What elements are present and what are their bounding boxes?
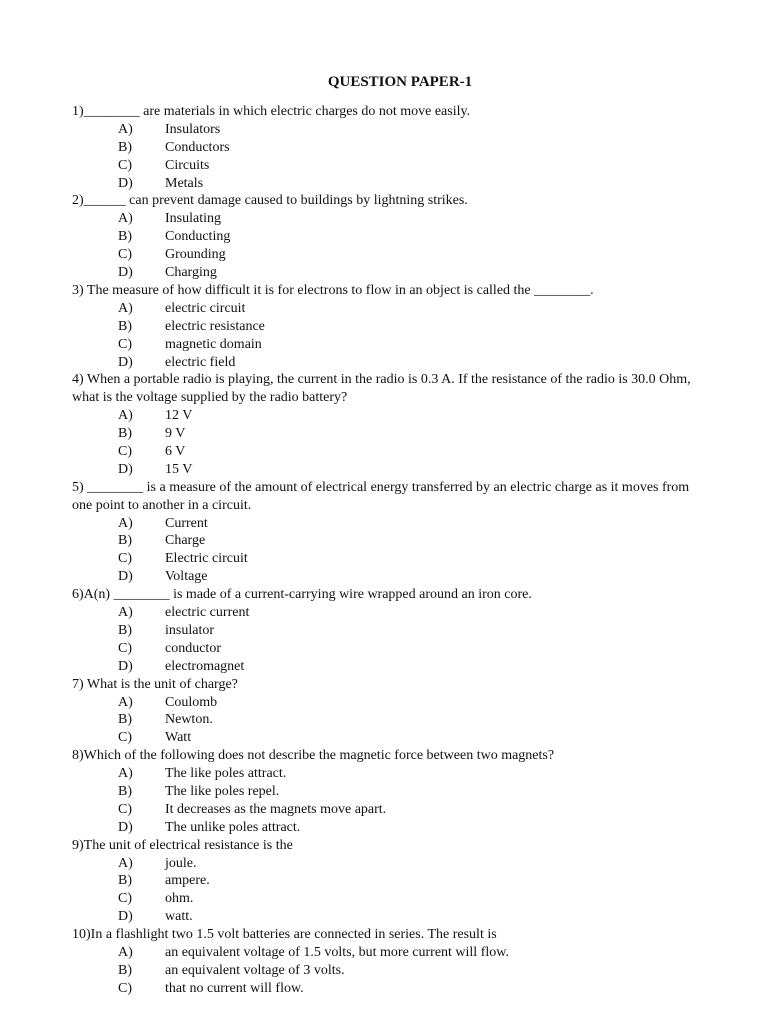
option-letter: A) [118, 945, 133, 961]
option-text: Charge [165, 533, 206, 549]
option-text: electric circuit [165, 300, 246, 316]
answer-option [72, 980, 708, 998]
option-text: It decreases as the magnets move apart. [165, 801, 387, 817]
option-letter: C) [118, 801, 132, 817]
option-text: ampere. [165, 873, 210, 889]
question-list [72, 103, 708, 998]
option-list [72, 944, 708, 998]
answer-option [72, 210, 708, 228]
option-letter: D) [118, 265, 133, 281]
question-text: 10)In a flashlight two 1.5 volt batteries are connected in series. The result is [72, 927, 497, 943]
option-text: Electric circuit [165, 551, 248, 567]
option-text: Voltage [165, 569, 208, 585]
option-list [72, 694, 708, 748]
question-text: 2)______ can prevent damage caused to buildings by lightning strikes. [72, 193, 468, 209]
option-text: magnetic domain [165, 336, 262, 352]
answer-option [72, 407, 708, 425]
option-text: Charging [165, 265, 217, 281]
answer-option [72, 336, 708, 354]
option-letter: D) [118, 819, 133, 835]
option-text: Insulating [165, 211, 221, 227]
option-text: Coulomb [165, 694, 218, 710]
answer-option [72, 855, 708, 873]
question-item [72, 926, 708, 998]
option-text: Current [165, 515, 208, 531]
answer-option [72, 550, 708, 568]
option-text: 12 V [165, 408, 193, 424]
option-text: Circuits [165, 157, 210, 173]
answer-option [72, 157, 708, 175]
option-text: joule. [165, 855, 197, 871]
answer-option [72, 640, 708, 658]
answer-option [72, 515, 708, 533]
answer-option [72, 461, 708, 479]
option-letter: A) [118, 694, 133, 710]
question-item [72, 371, 708, 478]
option-text: insulator [165, 622, 214, 638]
answer-option [72, 694, 708, 712]
question-item [72, 837, 708, 926]
option-letter: C) [118, 891, 132, 907]
option-text: watt. [165, 909, 193, 925]
question-item [72, 192, 708, 281]
option-letter: C) [118, 980, 132, 996]
answer-option [72, 228, 708, 246]
answer-option [72, 300, 708, 318]
answer-option [72, 604, 708, 622]
question-item [72, 747, 708, 836]
option-list [72, 604, 708, 676]
question-item [72, 103, 708, 192]
option-letter: C) [118, 551, 132, 567]
option-text: 15 V [165, 461, 193, 477]
option-letter: C) [118, 640, 132, 656]
question-text: 3) The measure of how difficult it is for electrons to flow in an object is called the ________. [72, 282, 594, 298]
option-text: Newton. [165, 712, 213, 728]
option-text: Metals [165, 175, 204, 191]
option-list [72, 407, 708, 479]
option-letter: B) [118, 139, 132, 155]
answer-option [72, 121, 708, 139]
page-title: QUESTION PAPER-1 [327, 74, 473, 90]
option-letter: C) [118, 730, 132, 746]
option-letter: D) [118, 175, 133, 191]
option-letter: A) [118, 515, 133, 531]
answer-option [72, 765, 708, 783]
answer-option [72, 264, 708, 282]
answer-option [72, 801, 708, 819]
question-text: 4) When a portable radio is playing, the current in the radio is 0.3 A. If the resistance of the radio is 30.0 Ohm, what is the voltage supplied by the radio battery? [72, 372, 691, 406]
answer-option [72, 890, 708, 908]
option-text: The like poles attract. [165, 766, 287, 782]
option-text: ohm. [165, 891, 194, 907]
option-letter: D) [118, 354, 133, 370]
option-letter: A) [118, 766, 133, 782]
option-list [72, 855, 708, 927]
answer-option [72, 908, 708, 926]
option-text: Conducting [165, 229, 231, 245]
answer-option [72, 962, 708, 980]
answer-option [72, 354, 708, 372]
option-letter: B) [118, 318, 132, 334]
question-item [72, 282, 708, 371]
option-text: Conductors [165, 139, 230, 155]
option-letter: A) [118, 855, 133, 871]
option-letter: A) [118, 408, 133, 424]
option-text: The unlike poles attract. [165, 819, 301, 835]
question-text: 5) ________ is a measure of the amount of electrical energy transferred by an electric charge as it moves from one point to another in a circuit. [72, 479, 690, 513]
answer-option [72, 568, 708, 586]
answer-option [72, 175, 708, 193]
answer-option [72, 658, 708, 676]
option-text: electromagnet [165, 658, 245, 674]
option-text: electric resistance [165, 318, 265, 334]
answer-option [72, 443, 708, 461]
answer-option [72, 711, 708, 729]
option-letter: B) [118, 533, 132, 549]
option-letter: A) [118, 211, 133, 227]
question-text: 1)________ are materials in which electric charges do not move easily. [72, 104, 471, 119]
option-letter: B) [118, 873, 132, 889]
option-text: 6 V [165, 444, 186, 459]
option-letter: D) [118, 658, 133, 674]
option-letter: B) [118, 426, 132, 442]
question-item [72, 586, 708, 675]
question-text: 8)Which of the following does not describe the magnetic force between two magnets? [72, 748, 555, 764]
option-text: electric current [165, 605, 250, 621]
answer-option [72, 872, 708, 890]
question-item [72, 479, 708, 586]
option-text: an equivalent voltage of 1.5 volts, but more current will flow. [165, 945, 509, 961]
answer-option [72, 425, 708, 443]
option-letter: B) [118, 622, 132, 638]
question-item [72, 676, 708, 748]
option-text: 9 V [165, 426, 186, 442]
option-letter: C) [118, 444, 132, 459]
option-letter: D) [118, 909, 133, 925]
question-text: 9)The unit of electrical resistance is the [72, 837, 293, 853]
option-letter: A) [118, 121, 133, 137]
question-text: 7) What is the unit of charge? [72, 676, 238, 692]
option-letter: C) [118, 247, 132, 263]
option-letter: B) [118, 712, 132, 728]
option-text: Grounding [165, 247, 226, 263]
option-text: The like poles repel. [165, 784, 280, 799]
answer-option [72, 246, 708, 264]
option-letter: A) [118, 605, 133, 621]
option-list [72, 300, 708, 372]
option-letter: B) [118, 962, 132, 978]
option-text: conductor [165, 640, 221, 656]
option-letter: D) [118, 461, 133, 477]
option-list [72, 765, 708, 837]
question-text: 6)A(n) ________ is made of a current-carrying wire wrapped around an iron core. [72, 587, 532, 603]
answer-option [72, 318, 708, 336]
answer-option [72, 139, 708, 157]
answer-option [72, 532, 708, 550]
option-text: Insulators [165, 121, 221, 137]
option-letter: B) [118, 784, 132, 799]
answer-option [72, 783, 708, 801]
option-letter: C) [118, 336, 132, 352]
option-list [72, 210, 708, 282]
answer-option [72, 944, 708, 962]
option-text: electric field [165, 354, 236, 370]
option-list [72, 515, 708, 587]
option-letter: D) [118, 569, 133, 585]
answer-option [72, 622, 708, 640]
option-text: Watt [165, 730, 192, 746]
answer-option [72, 819, 708, 837]
answer-option [72, 729, 708, 747]
option-letter: B) [118, 229, 132, 245]
option-list [72, 121, 708, 193]
option-letter: A) [118, 300, 133, 316]
option-text: that no current will flow. [165, 980, 304, 996]
option-letter: C) [118, 157, 132, 173]
option-text: an equivalent voltage of 3 volts. [165, 962, 345, 978]
